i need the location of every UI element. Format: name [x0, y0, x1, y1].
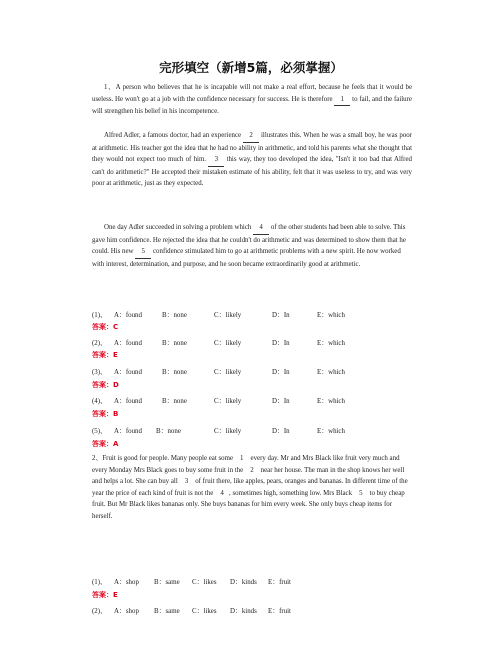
answer-label: 答案：D: [92, 381, 119, 389]
option-b: B：none: [162, 398, 187, 405]
passage1-paragraph1: [92, 82, 412, 118]
option-e: E：which: [317, 340, 345, 347]
passage2-blank-4: 4: [220, 489, 224, 497]
passage1-text: 1、A person who believes that he is incapable will not make a real effort, because he feels that it would be useless. He won't go at a job with the confidence necessary for success. He is therefore: [92, 84, 412, 103]
option-d: D：In: [272, 312, 290, 319]
passage1-text: illustrates this. When he was a small boy, he was poor at arithmetic. His teacher got the idea that he had no ability in arithmetic, and told his parents what she thought that they would not expect too much of him.: [92, 132, 412, 164]
passage2-text: 2、Fruit is good for people. Many people eat some: [92, 455, 234, 462]
passage1-blank-5: 5: [135, 246, 151, 259]
passage2-text: to buy cheap fruit. But Mr Black likes bananas only. She buys bananas for him every week. She only buys cheap items for herself.: [92, 489, 405, 520]
passage2-paragraph: [92, 453, 412, 523]
passage1-text: confidence stimulated him to go at arithmetic problems with a new spirit. He now worked with interest, determination, and purpose, and he soon became extraordinarily good at arithmetic.: [92, 248, 401, 268]
passage1-paragraph3: [92, 222, 412, 270]
option-b: B：none: [162, 369, 187, 376]
passage1-text: One day Adler succeeded in solving a problem which: [104, 224, 252, 231]
passage2-text: near her house. The man in the shop knows her well and helps a lot. She can buy all: [92, 466, 405, 486]
option-e: E：fruit: [268, 579, 291, 586]
option-a: A：shop: [114, 608, 139, 615]
question-number: (1)、: [92, 579, 107, 586]
option-a: A：found: [114, 428, 142, 435]
option-b: B：none: [156, 428, 181, 435]
option-a: A：found: [114, 398, 142, 405]
passage2-blank-5: 5: [359, 489, 363, 497]
passage1-text: to fail, and the failure will strengthen his belief in his incompetence.: [92, 95, 412, 116]
passage1-blank-2: 2: [243, 130, 259, 143]
question-number: (3)、: [92, 369, 107, 376]
answer-label: 答案：A: [92, 440, 119, 448]
passage2-blank-2: 2: [250, 466, 254, 474]
option-a: A：shop: [114, 579, 139, 586]
option-d: D：In: [272, 340, 290, 347]
option-c: C：likes: [192, 608, 217, 615]
option-d: D：kinds: [230, 579, 257, 586]
answer-label: 答案：E: [92, 351, 118, 359]
option-a: A：found: [114, 340, 142, 347]
option-d: D：In: [272, 398, 290, 405]
option-e: E：which: [317, 428, 345, 435]
option-c: C：likely: [214, 340, 242, 347]
answer-label: 答案：E: [92, 591, 118, 599]
passage1-blank-1: 1: [334, 94, 350, 107]
option-d: D：kinds: [230, 608, 257, 615]
passage2-text: , sometimes high, something low. Mrs Black: [229, 489, 353, 497]
option-e: E：which: [317, 369, 345, 376]
passage1-blank-4: 4: [253, 222, 269, 235]
answer-label: 答案：B: [92, 410, 119, 418]
option-b: B：same: [154, 579, 180, 586]
option-b: B：none: [162, 340, 187, 347]
answer-label: 答案：C: [92, 323, 119, 331]
question-number: (4)、: [92, 398, 107, 405]
option-d: D：In: [272, 369, 290, 376]
option-c: C：likely: [214, 369, 242, 376]
option-b: B：same: [154, 608, 180, 615]
option-e: E：which: [317, 312, 345, 319]
option-c: C：likely: [214, 428, 242, 435]
question-number: (2)、: [92, 340, 107, 347]
option-c: C：likely: [214, 312, 242, 319]
option-c: C：likes: [192, 579, 217, 586]
passage2-text: of fruit there, like apples, pears, oranges and bananas. In different time of the year the price of each kind of fruit is not the: [92, 478, 408, 497]
question-number: (1)、: [92, 312, 107, 319]
option-e: E：which: [317, 398, 345, 405]
option-e: E：fruit: [268, 608, 291, 615]
option-d: D：In: [272, 428, 290, 435]
passage2-blank-3: 3: [184, 478, 189, 486]
passage2-text: every day. Mr and Mrs Black like fruit very much and every Monday Mrs Black goes to buy some fruit in the: [92, 455, 400, 474]
question-number: (5)、: [92, 428, 107, 435]
passage2-blank-1: 1: [240, 455, 244, 462]
option-a: A：found: [114, 369, 142, 376]
passage1-blank-3: 3: [208, 154, 224, 167]
page-title: 完形填空（新增5篇，必须掌握）: [159, 60, 343, 75]
option-b: B：none: [162, 312, 187, 319]
option-a: A：found: [114, 312, 142, 319]
passage1-text: this way, they too developed the idea, "Isn't it too bad that Alfred can't do arithmetic?" He accepted their mistaken estimate of his ability, felt that it was useless to try, and was very poor at arithmetic, just as they expected.: [92, 156, 412, 188]
passage1-text: Alfred Adler, a famous doctor, had an experience: [104, 132, 242, 139]
option-c: C：likely: [214, 398, 242, 405]
question-number: (2)、: [92, 608, 107, 615]
passage1-text: of the other students had been able to solve. This gave him confidence. He rejected the idea that he couldn't do arithmetic and was determined to show them that he could. His new: [92, 224, 406, 256]
passage1-paragraph2: [92, 130, 412, 190]
